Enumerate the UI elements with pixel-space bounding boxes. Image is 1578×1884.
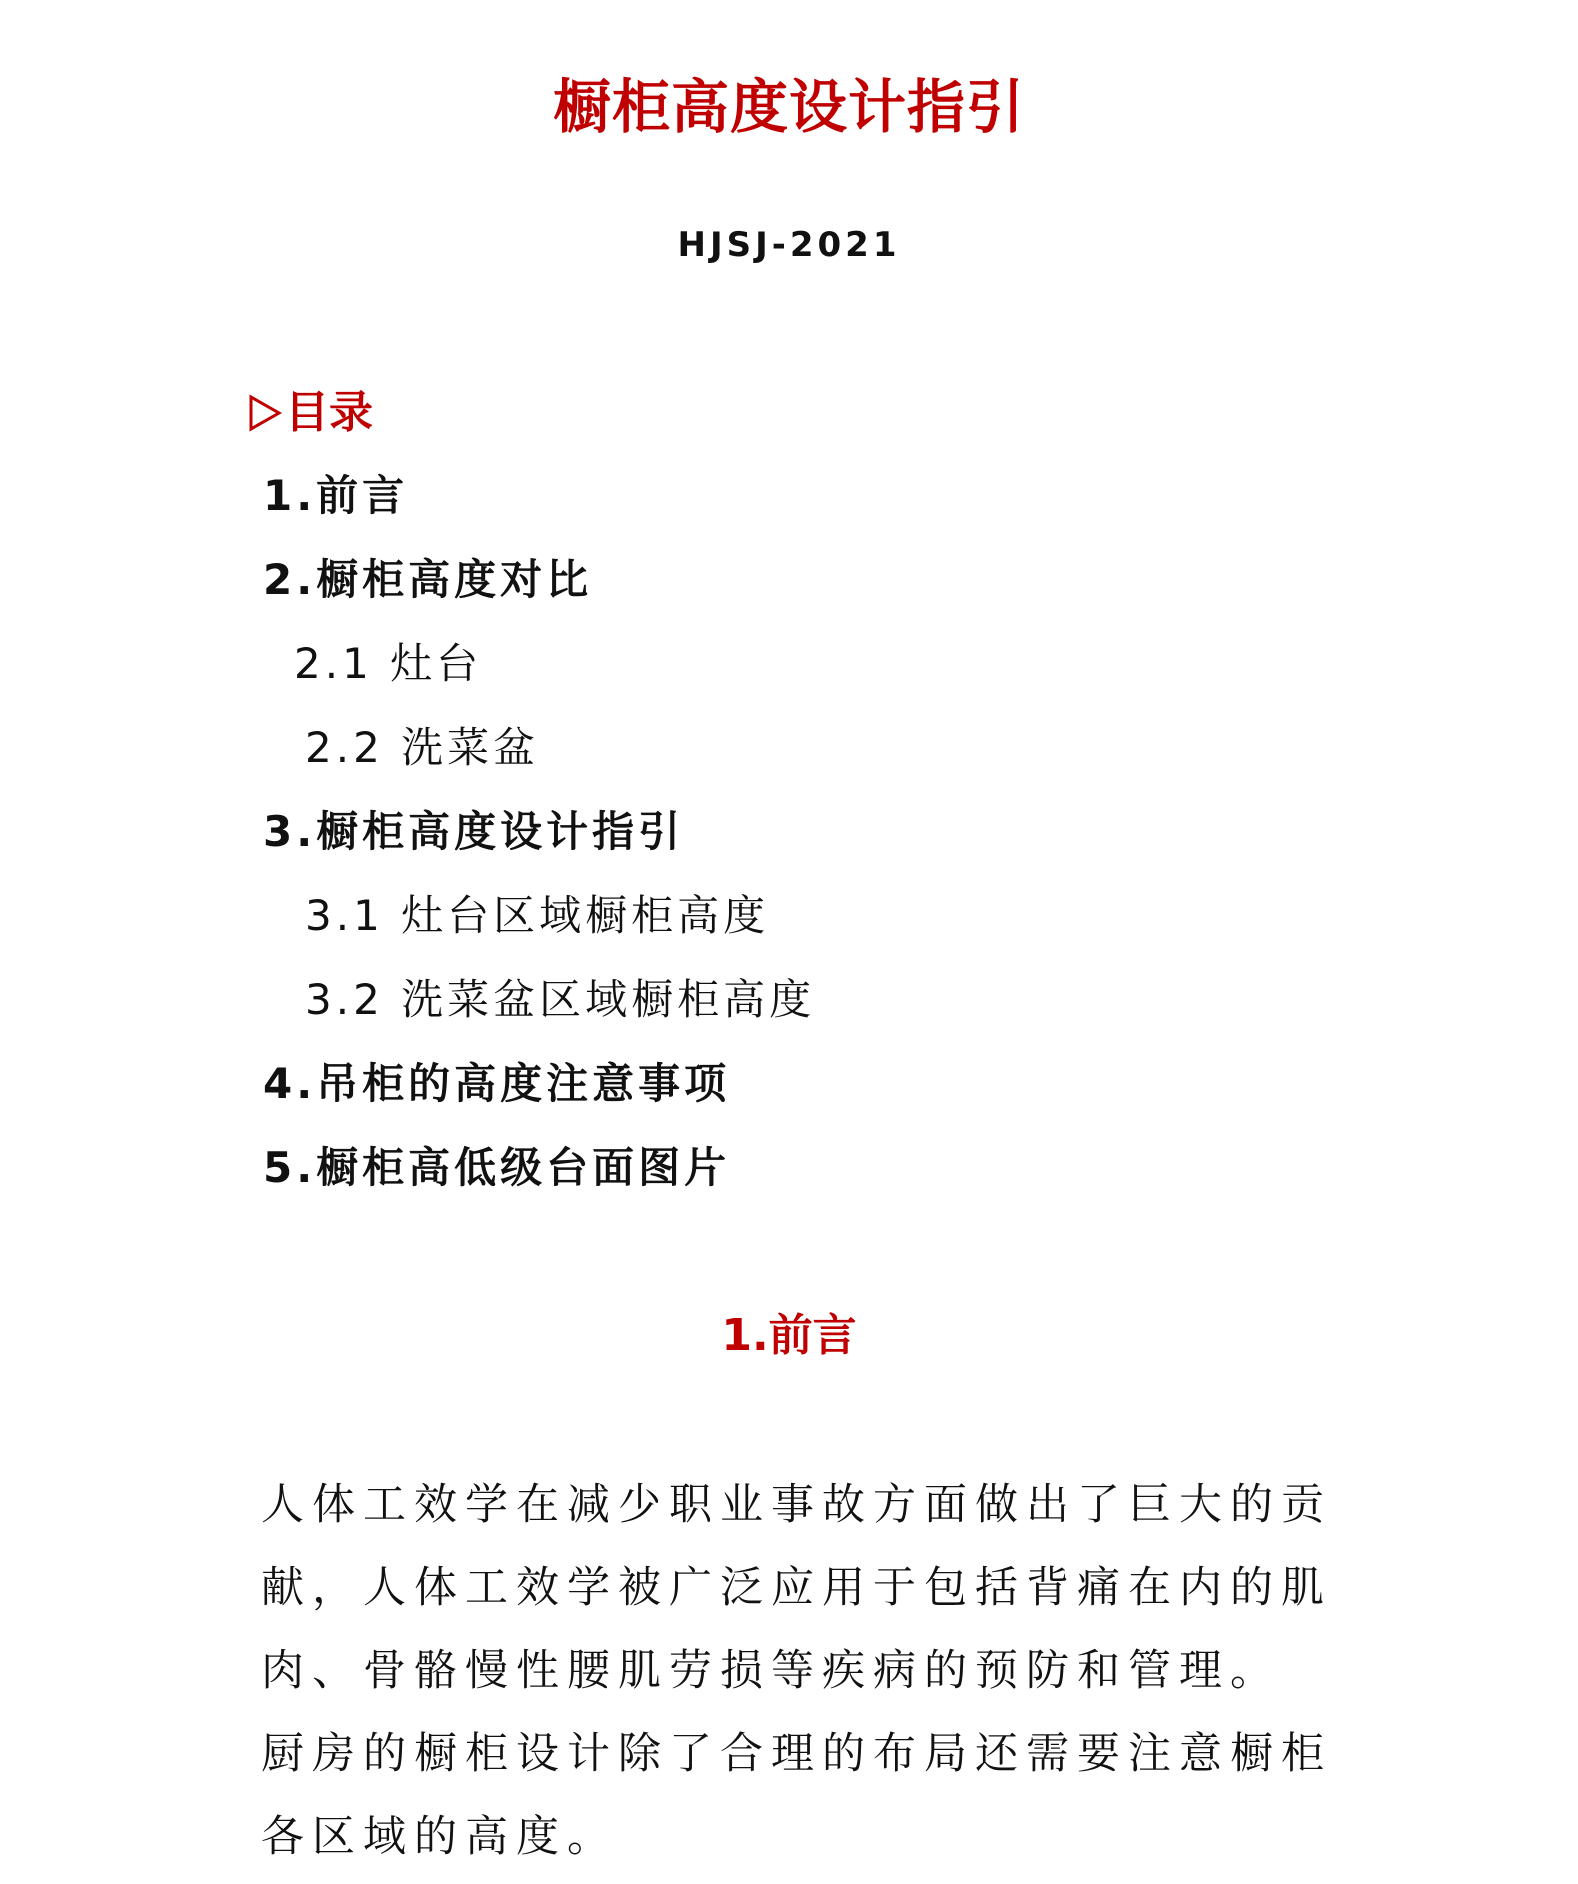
document-title: 橱柜高度设计指引 (552, 73, 1025, 141)
toc-item-label: 3.橱柜高度设计指引 (263, 807, 685, 856)
paragraph-line: 厨房的橱柜设计除了合理的布局还需要注意橱柜 (261, 1729, 1332, 1779)
paragraph-line: 各区域的高度。 (261, 1812, 618, 1862)
toc-item-label: 4.吊柜的高度注意事项 (263, 1059, 731, 1108)
paragraph-line: 献，人体工效学被广泛应用于包括背痛在内的肌 (261, 1563, 1332, 1613)
section-paragraph (261, 1464, 1351, 1879)
document-code: HJSJ-2021 (677, 225, 901, 265)
toc-subitem-label: 2.1 灶台 (294, 639, 483, 688)
toc-subitem (0, 622, 1578, 706)
section-heading: 1.前言 (721, 1310, 857, 1361)
toc-item (0, 790, 1578, 874)
toc-subitem-label: 2.2 洗菜盆 (305, 723, 540, 772)
toc-item (0, 538, 1578, 622)
table-of-contents (0, 454, 1578, 1210)
paragraph-line: 人体工效学在减少职业事故方面做出了巨大的贡 (261, 1480, 1332, 1530)
toc-subitem-label: 3.1 灶台区域橱柜高度 (305, 891, 770, 940)
toc-item (0, 1042, 1578, 1126)
toc-subitem (0, 874, 1578, 958)
toc-heading-label: 目录 (285, 387, 373, 438)
paragraph-line: 肉、骨骼慢性腰肌劳损等疾病的预防和管理。 (261, 1646, 1281, 1696)
toc-item (0, 454, 1578, 538)
toc-item (0, 1126, 1578, 1210)
toc-item-label: 2.橱柜高度对比 (263, 555, 593, 604)
toc-item-label: 1.前言 (263, 471, 409, 520)
outline-triangle-icon (247, 393, 283, 433)
toc-item-label: 5.橱柜高低级台面图片 (263, 1143, 731, 1192)
toc-subitem-label: 3.2 洗菜盆区域橱柜高度 (305, 975, 816, 1024)
toc-subitem (0, 958, 1578, 1042)
toc-heading (247, 387, 373, 439)
toc-subitem (0, 706, 1578, 790)
